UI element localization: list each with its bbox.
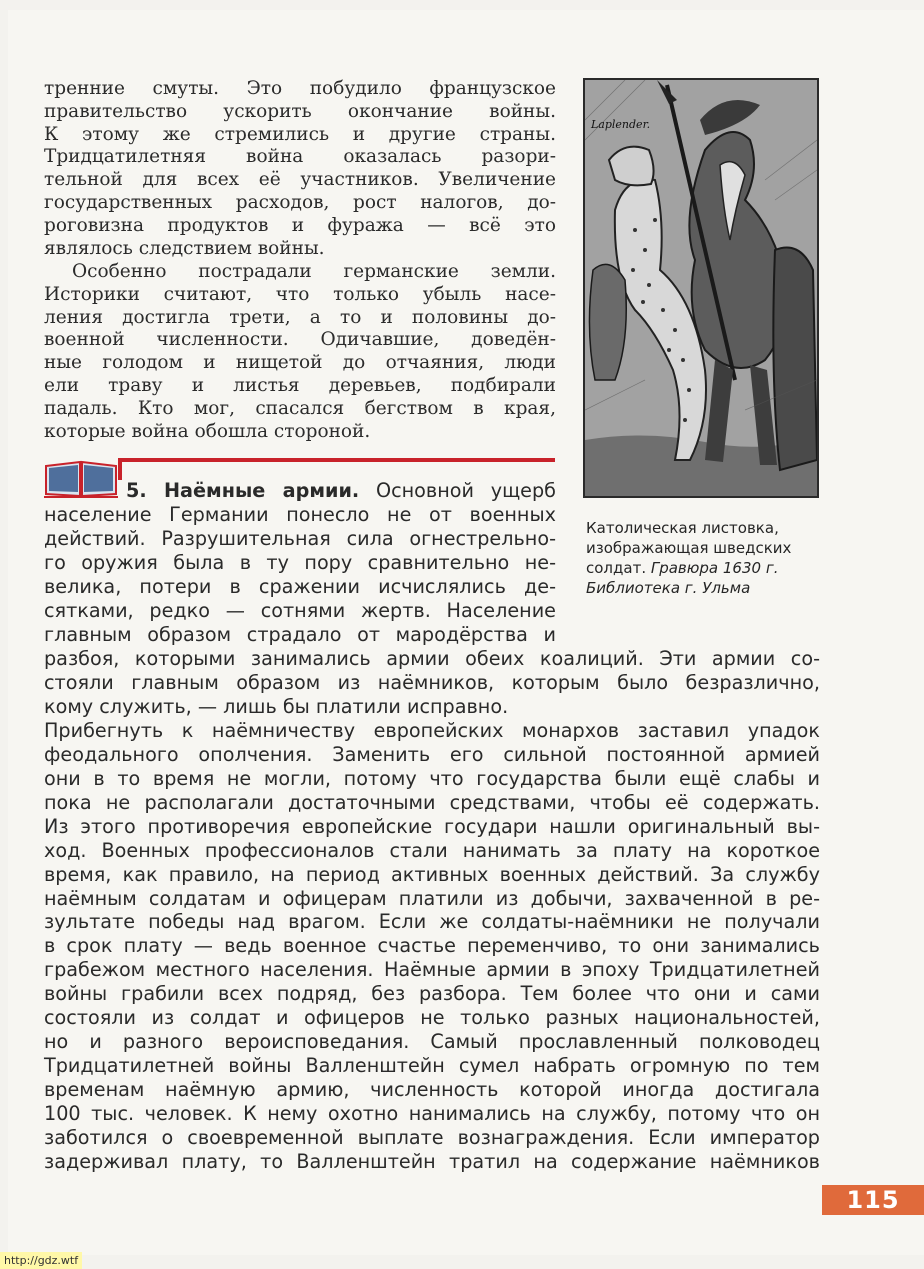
text-line: тренние смуты. Это побудило французское: [44, 78, 556, 99]
heading-continuation: Основной ущерб: [359, 479, 556, 502]
engraving-illustration: [583, 78, 819, 498]
text-line: правительство ускорить окончание войны.: [44, 100, 556, 122]
engraving-image: [585, 80, 817, 496]
text-line: Прибегнуть к наёмничеству европейских монархов заставил упадок: [44, 718, 820, 742]
text-line: кому служить, — лишь бы платили исправно.: [44, 694, 509, 718]
text-line: Тридцатилетняя война оказалась разори-: [44, 146, 556, 168]
text-line: ход. Военных профессионалов стали нанимать за плату на короткое: [44, 838, 820, 862]
text-line: военной численности. Одичавшие, доведён-: [44, 329, 556, 351]
text-line: [44, 479, 556, 503]
text-line: войны грабили всех подряд, без разбора. Тем более что они и сами: [44, 982, 820, 1006]
text-line: грабежом местного населения. Наёмные армии в эпоху Тридцатилетней: [44, 958, 820, 982]
text-line: падаль. Кто мог, спасался бегством в края,: [44, 397, 556, 419]
page-number: 115: [822, 1185, 924, 1215]
text-line: являлось следствием войны.: [44, 237, 325, 259]
text-line: главным образом страдало от мародёрства и: [44, 622, 556, 646]
paragraph-1-text: [44, 78, 556, 260]
text-line: но и разного вероисповедания. Самый прославленный полководец: [44, 1030, 820, 1054]
text-line: пока не располагали достаточными средствами, чтобы её содержать.: [44, 790, 820, 814]
section-divider-tick: [118, 458, 122, 480]
text-line: ные голодом и нищетой до отчаяния, люди: [44, 352, 556, 374]
text-line: они в то время не могли, потому что государства были ещё слабы и: [44, 766, 820, 790]
text-line: го оружия была в ту пору сравнительно не-: [44, 550, 556, 574]
text-line: зультате победы над врагом. Если же солдаты-наёмники не получали: [44, 910, 820, 934]
caption-line: изображающая шведских: [586, 539, 792, 557]
text-line: ления достигла трети, а то и половины до-: [44, 306, 556, 328]
figure-caption: [586, 518, 826, 598]
text-line: задерживал плату, то Валленштейн тратил на содержание наёмников: [44, 1150, 820, 1174]
caption-italic-text: Гравюра 1630 г.: [650, 559, 779, 577]
text-line: Особенно пострадали германские земли.: [72, 261, 556, 282]
text-line: сятками, редко — сотнями жертв. Население: [44, 598, 556, 622]
text-line: роговизна продуктов и фуража — всё это: [44, 214, 556, 236]
watermark-link[interactable]: http://gdz.wtf: [0, 1252, 82, 1269]
text-line: ели траву и листья деревьев, подбирали: [44, 374, 556, 396]
text-line: разбоя, которыми занимались армии обеих коалиций. Эти армии со-: [44, 647, 820, 670]
paragraph-1: [44, 78, 556, 260]
text-line: в срок плату — ведь военное счастье переменчиво, то они занимались: [44, 934, 820, 958]
text-line: состояли из солдат и офицеров не только разных национальностей,: [44, 1006, 820, 1030]
text-line: стояли главным образом из наёмников, которым было безразлично,: [44, 670, 820, 694]
section-heading: 5. Наёмные армии.: [126, 479, 360, 502]
text-line: велика, потери в сражении исчислялись де-: [44, 574, 556, 598]
text-line: действий. Разрушительная сила огнестрельно-: [44, 526, 556, 550]
text-line: Историки считают, что только убыль насе-: [44, 283, 556, 305]
text-line: время, как правило, на период активных военных действий. За службу: [44, 862, 820, 886]
text-line: тельной для всех её участников. Увеличение: [44, 169, 556, 191]
text-line: наёмным солдатам и офицерам платили из добычи, захваченной в ре-: [44, 886, 820, 910]
text-line: которые война обошла стороной.: [44, 420, 371, 442]
text-line: население Германии понесло не от военных: [44, 502, 556, 526]
paragraph-2: [44, 261, 556, 443]
caption-text: солдат.: [586, 559, 651, 577]
text-line: Из этого противоречия европейские государи нашли оригинальный вы-: [44, 814, 820, 838]
caption-line: Католическая листовка,: [586, 519, 779, 537]
text-line: 100 тыс. человек. К нему охотно нанимались на службу, потому что он: [44, 1102, 820, 1126]
text-line: временам наёмную армию, численность которой иногда достигала: [44, 1078, 820, 1102]
paragraph-2-text: [44, 261, 556, 443]
engraving-inscription: Laplender.: [591, 118, 651, 131]
text-line: государственных расходов, рост налогов, до-: [44, 191, 556, 213]
section-divider: [118, 458, 555, 462]
text-line: К этому же стремились и другие страны.: [44, 123, 556, 145]
section-5-body: [44, 647, 820, 1174]
caption-line: [586, 558, 826, 578]
text-line: феодального ополчения. Заменить его сильной постоянной армией: [44, 742, 820, 766]
section-5-intro: [44, 479, 556, 647]
text-line: заботился о своевременной выплате вознаграждения. Если император: [44, 1126, 820, 1150]
caption-line: Библиотека г. Ульма: [586, 579, 751, 597]
text-line: Тридцатилетней войны Валленштейн сумел набрать огромную по тем: [44, 1054, 820, 1078]
